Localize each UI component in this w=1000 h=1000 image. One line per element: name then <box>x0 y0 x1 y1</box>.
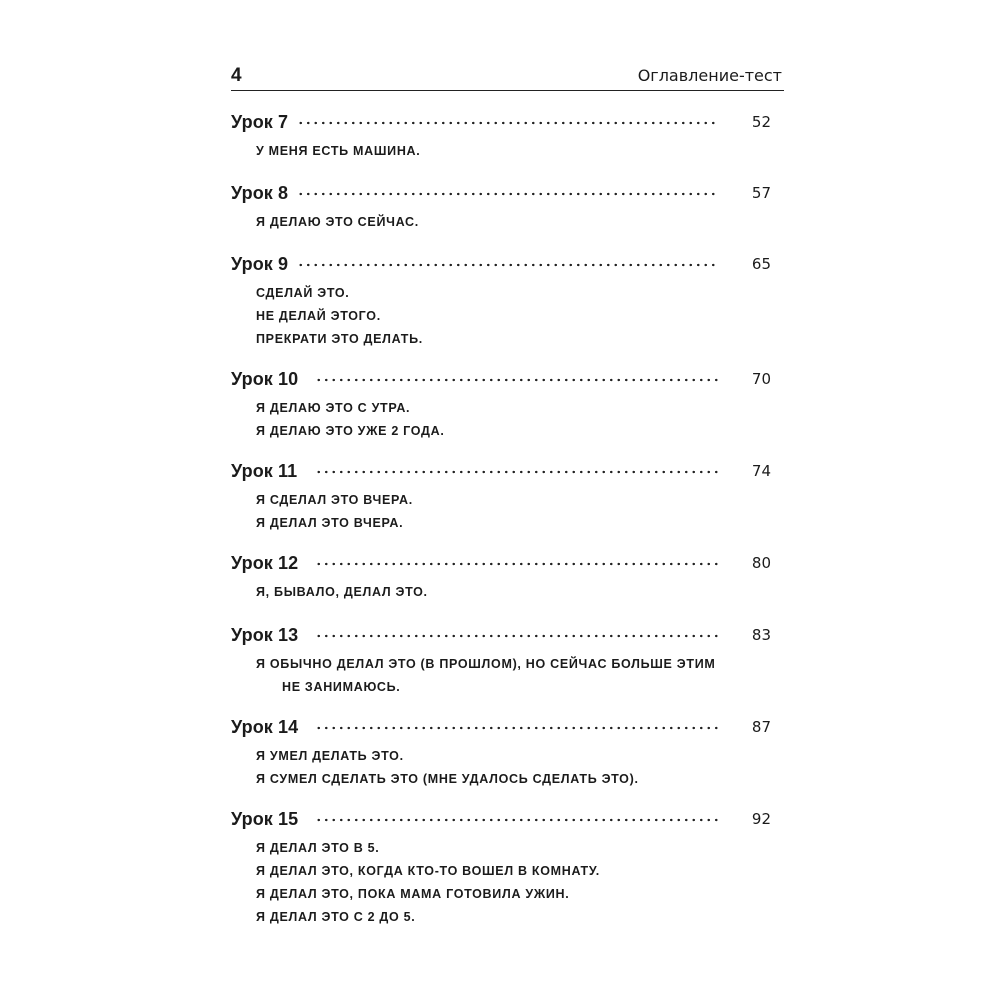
dot-leader <box>297 191 719 197</box>
toc-entry-heading[interactable] <box>231 111 771 133</box>
page-ref: 65 <box>751 255 771 273</box>
topic-line: Я ДЕЛАЮ ЭТО УЖЕ 2 ГОДА. <box>256 424 445 438</box>
topic-line: СДЕЛАЙ ЭТО. <box>256 286 350 300</box>
topic-line: Я ДЕЛАЛ ЭТО, ПОКА МАМА ГОТОВИЛА УЖИН. <box>256 887 570 901</box>
toc-entry-lesson-12 <box>231 552 771 604</box>
topic-list <box>231 745 771 791</box>
topic-line: Я ДЕЛАЮ ЭТО СЕЙЧАС. <box>256 215 419 229</box>
lesson-title: Урок 8 <box>231 183 289 203</box>
topic-line: Я, БЫВАЛО, ДЕЛАЛ ЭТО. <box>256 585 428 599</box>
dot-leader <box>315 633 719 639</box>
topic-list <box>231 140 771 163</box>
lesson-title: Урок 9 <box>231 254 289 274</box>
topic-line: Я ДЕЛАЮ ЭТО С УТРА. <box>256 401 411 415</box>
toc-entry-heading[interactable] <box>231 552 771 574</box>
topic-line: Я СУМЕЛ СДЕЛАТЬ ЭТО (МНЕ УДАЛОСЬ СДЕЛАТЬ ЭТО). <box>256 772 639 786</box>
topic-list <box>231 282 771 351</box>
toc-entry-heading[interactable] <box>231 460 771 482</box>
topic-list <box>231 581 771 604</box>
topic-line: Я ОБЫЧНО ДЕЛАЛ ЭТО (В ПРОШЛОМ), НО СЕЙЧАС БОЛЬШЕ ЭТИМ <box>256 657 716 671</box>
dot-leader <box>297 262 719 268</box>
page-ref: 74 <box>751 462 771 480</box>
page-ref: 70 <box>751 370 771 388</box>
toc-entry-lesson-7 <box>231 111 771 163</box>
page-ref: 57 <box>751 184 771 202</box>
topic-list <box>231 653 771 699</box>
dot-leader <box>297 120 719 126</box>
lesson-title: Урок 13 <box>231 625 299 645</box>
topic-line: ПРЕКРАТИ ЭТО ДЕЛАТЬ. <box>256 332 423 346</box>
topic-line: Я ДЕЛАЛ ЭТО В 5. <box>256 841 380 855</box>
toc-entry-heading[interactable] <box>231 253 771 275</box>
lesson-title: Урок 11 <box>231 461 298 481</box>
toc-entry-lesson-11 <box>231 460 771 535</box>
page-ref: 83 <box>751 626 771 644</box>
toc-entry-lesson-13 <box>231 624 771 699</box>
toc-entry-lesson-15 <box>231 808 771 929</box>
page-ref: 87 <box>751 718 771 736</box>
topic-list <box>231 211 771 234</box>
toc-entry-heading[interactable] <box>231 808 771 830</box>
toc-entry-lesson-8 <box>231 182 771 234</box>
lesson-title: Урок 7 <box>231 112 289 132</box>
table-of-contents <box>231 0 771 1000</box>
toc-entry-lesson-9 <box>231 253 771 351</box>
topic-line: Я ДЕЛАЛ ЭТО ВЧЕРА. <box>256 516 404 530</box>
toc-entry-lesson-14 <box>231 716 771 791</box>
topic-line: Я ДЕЛАЛ ЭТО С 2 ДО 5. <box>256 910 416 924</box>
page-ref: 80 <box>751 554 771 572</box>
dot-leader <box>315 561 719 567</box>
topic-list <box>231 397 771 443</box>
topic-list <box>231 489 771 535</box>
lesson-title: Урок 15 <box>231 809 299 829</box>
toc-entry-lesson-10 <box>231 368 771 443</box>
dot-leader <box>315 725 719 731</box>
lesson-title: Урок 14 <box>231 717 299 737</box>
dot-leader <box>315 469 719 475</box>
toc-entry-heading[interactable] <box>231 182 771 204</box>
page-ref: 92 <box>751 810 771 828</box>
topic-line: Я ДЕЛАЛ ЭТО, КОГДА КТО-ТО ВОШЕЛ В КОМНАТУ. <box>256 864 600 878</box>
page-number: 4 <box>231 65 242 86</box>
running-title: Оглавление-тест <box>637 66 782 85</box>
lesson-title: Урок 10 <box>231 369 299 389</box>
toc-entry-heading[interactable] <box>231 368 771 390</box>
topic-line: У МЕНЯ ЕСТЬ МАШИНА. <box>256 144 421 158</box>
topic-line-continuation: НЕ ЗАНИМАЮСЬ. <box>282 680 401 694</box>
dot-leader <box>315 817 719 823</box>
dot-leader <box>315 377 719 383</box>
lesson-title: Урок 12 <box>231 553 299 573</box>
topic-line: Я УМЕЛ ДЕЛАТЬ ЭТО. <box>256 749 404 763</box>
topic-line: Я СДЕЛАЛ ЭТО ВЧЕРА. <box>256 493 413 507</box>
topic-list <box>231 837 771 929</box>
topic-line: НЕ ДЕЛАЙ ЭТОГО. <box>256 309 381 323</box>
toc-entry-heading[interactable] <box>231 716 771 738</box>
toc-entry-heading[interactable] <box>231 624 771 646</box>
page-ref: 52 <box>751 113 771 131</box>
